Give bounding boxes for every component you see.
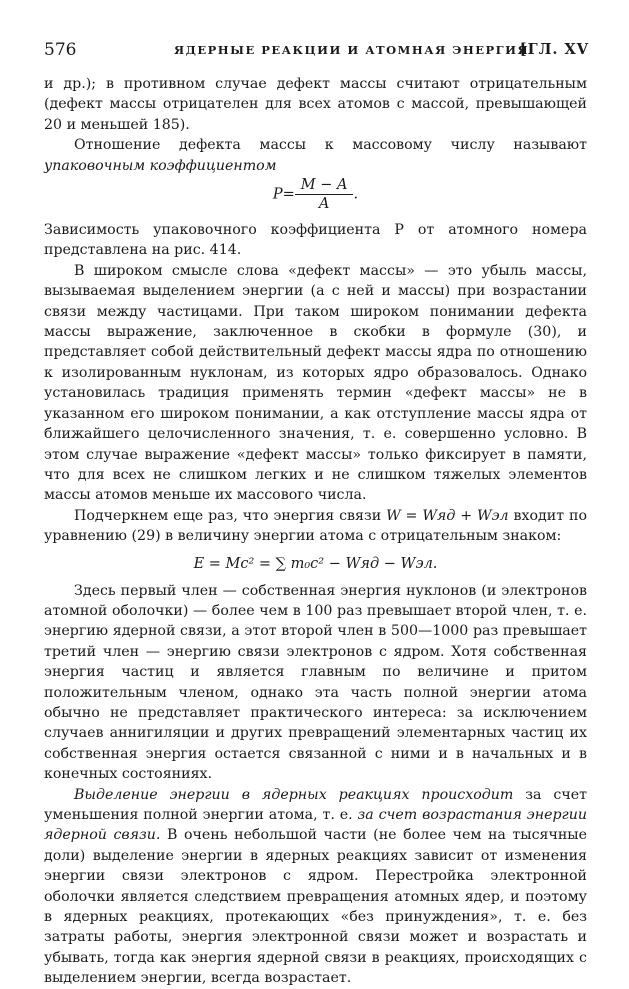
page-header <box>44 40 589 62</box>
term-packing-coefficient: упаковочным коэффициентом <box>44 157 277 174</box>
formula-fraction <box>295 176 354 213</box>
paragraph-4: В широком смысле слова «дефект массы» — это убыль массы, вызываемая выделением энергии (а с ней и массы) при возрастании связи между частицами. При таком широком понимании дефекта массы выражение, заключенное в скобки в формуле (30), и представляет собой действительный дефект массы ядра по отношению к изолированным нуклонам, из которых ядро образовалось. Однако установилась традиция применять термин «дефект массы» не в указанном его широком понимании, а как отступление массы ядра от ближайшего целочисленного значения, т. е. совершенно условно. В этом случае выражение «дефект массы» только фиксирует в памяти, что для всех не слишком легких и не слишком тяжелых элементов массы атомов меньше их массового числа. <box>44 262 587 504</box>
chapter-marker: [ГЛ. XV <box>519 41 589 58</box>
paragraph-5 <box>44 506 587 547</box>
formula-packing <box>44 176 587 220</box>
paragraph-2 <box>44 135 587 176</box>
paragraph-7-italic-2: за счет возрастания энергии ядерной связи. <box>44 807 588 844</box>
formula-packing-lhs: P= <box>272 186 295 203</box>
formula-numerator: M − A <box>295 176 354 195</box>
page-number: 576 <box>44 40 77 60</box>
formula-denominator: A <box>318 196 330 213</box>
paragraph-7-italic-1: Выделение энергии в ядерных реакциях происходит <box>74 786 514 803</box>
paragraph-2-text: Отношение дефекта массы к массовому числу называют <box>74 137 587 154</box>
paragraph-3: Зависимость упаковочного коэффициента P от атомного номера представлена на рис. 414. <box>44 222 587 259</box>
inline-formula-binding-energy: W = Wяд + Wэл <box>386 507 509 524</box>
paragraph-5-start: Подчеркнем еще раз, что энергия связи <box>74 507 387 524</box>
paragraph-7-end: В очень небольшой части (не более чем на тысячные доли) выделение энергии в ядерных реакциях зависит от изменения энергии связи электронов с ядром. Перестройка электронной оболочки является следствием превращения атомных ядер, и поэтому в ядерных реакциях, протекающих «без принуждения», т. е. без затраты работы, энергия электронной связи может и возрастать и убывать, тогда как энергия ядерной связи в реакциях, происходящих с выделением энергии, всегда возрастает. <box>44 827 587 987</box>
formula-atom-energy: E = Mc² = ∑ m₀c² − Wяд − Wэл. <box>193 555 438 572</box>
paragraph-7 <box>44 785 587 989</box>
paragraph-1: и др.); в противном случае дефект массы считают отрицательным (дефект массы отрицателен для всех атомов с массой, превышающей 20 и меньшей 185). <box>44 76 587 133</box>
paragraph-5-end: входит по уравнению (29) в величину энергии атома с отрицательным знаком: <box>44 507 587 545</box>
paragraph-7-mid: за счет уменьшения полной энергии атома, т. е. <box>44 786 587 823</box>
running-title: ЯДЕРНЫЕ РЕАКЦИИ И АТОМНАЯ ЭНЕРГИЯ <box>174 43 530 57</box>
formula-packing-end: . <box>353 186 359 203</box>
paragraph-6: Здесь первый член — собственная энергия нуклонов (и электронов атомной оболочки) — более чем в 100 раз превышает второй член, т. е. энергию ядерной связи, а этот второй член в 500—1000 раз превышает третий член — энергию связи электронов с ядром. Хотя собственная энергия частиц и является главным по величине и притом положительным членом, однако эта часть полной энергии атома обычно не представляет практического интереса: за исключением случаев аннигиляции и других превращений элементарных частиц их собственная энергия остается связанной с ними и в начальных и в конечных состояниях. <box>44 582 587 783</box>
body-text <box>44 74 587 989</box>
